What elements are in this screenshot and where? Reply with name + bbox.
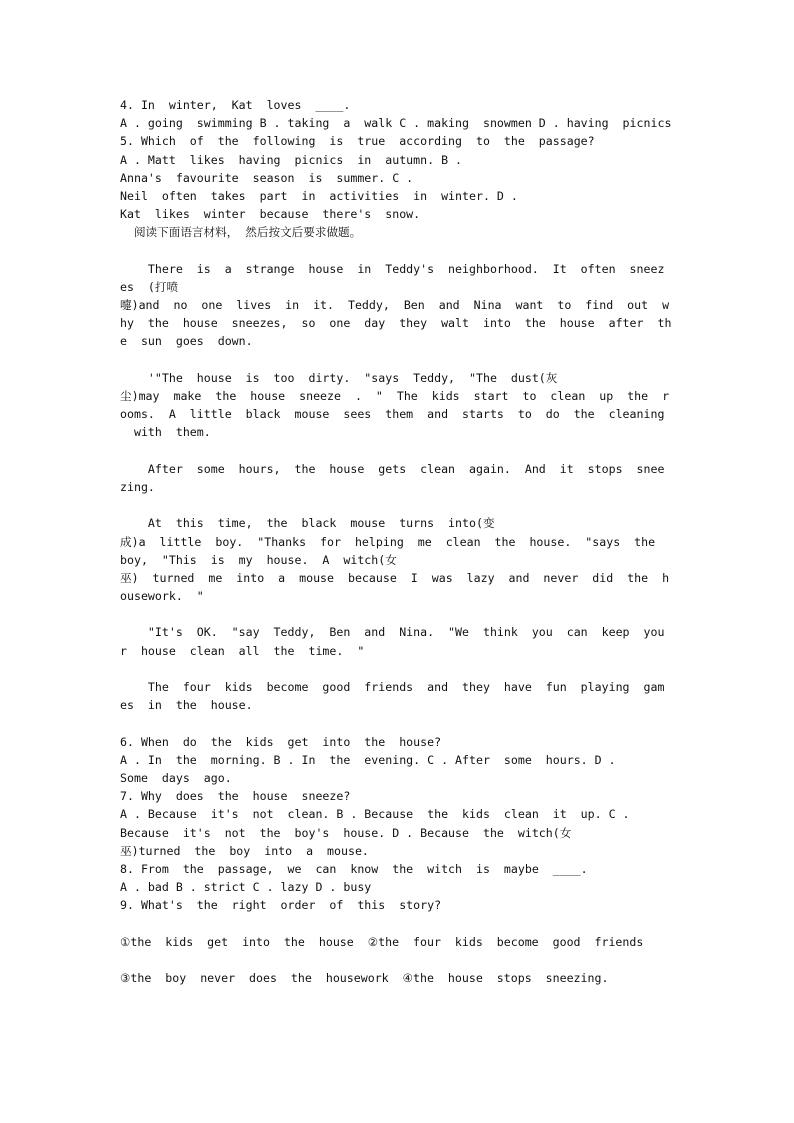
blank-line: [120, 914, 680, 932]
question-9: 9. What's the right order of this story?: [120, 898, 442, 913]
question-4: 4. In winter, Kat loves ____.: [120, 98, 351, 112]
question-6-options-cont: Some days ago.: [120, 770, 232, 785]
question-6: 6. When do the kids get into the house?: [120, 734, 442, 749]
passage-line: boy, "This is my house. A witch(女: [120, 552, 397, 567]
passage-line: es in the house.: [120, 698, 253, 713]
passage-line: At this time, the black mouse turns into(变: [120, 516, 495, 531]
passage-line: 嚏)and no one lives in it. Teddy, Ben and Nina want to find out w: [120, 298, 670, 313]
question-7-options-cont: Because it's not the boy's house. D . Because the witch(女: [120, 825, 572, 840]
passage-line: After some hours, the house gets clean again. And it stops snee: [120, 461, 665, 476]
blank-line: [120, 442, 680, 460]
blank-line: [120, 496, 680, 514]
question-5: 5. Which of the following is true according to the passage?: [120, 134, 595, 149]
document-page: [120, 96, 680, 987]
question-9-items: ③the boy never does the housework ④the house stops sneezing.: [120, 971, 609, 985]
passage-line: hy the house sneezes, so one day they walt into the house after th: [120, 316, 672, 331]
passage-line: zing.: [120, 479, 155, 494]
question-7-options: A . Because it's not clean. B . Because the kids clean it up. C .: [120, 807, 630, 822]
blank-line: [120, 351, 680, 369]
section-instruction: 阅读下面语言材料， 然后按文后要求做题。: [120, 225, 362, 240]
passage-line: 尘)may make the house sneeze . " The kids start to clean up the r: [120, 389, 670, 403]
blank-line: [120, 714, 680, 732]
blank-line: [120, 660, 680, 678]
passage-line: '"The house is too dirty. "says Teddy, "The dust(灰: [120, 370, 558, 385]
question-6-options: A . In the morning. B . In the evening. C . After some hours. D .: [120, 752, 616, 767]
passage-line: 成)a little boy. "Thanks for helping me clean the house. "says the: [120, 534, 656, 549]
question-5-option-c: Neil often takes part in activities in winter. D .: [120, 188, 518, 203]
passage-line: with them.: [120, 425, 211, 440]
passage-line: r house clean all the time. ": [120, 643, 365, 658]
passage-line: There is a strange house in Teddy's neighborhood. It often sneez: [120, 261, 665, 276]
question-5-option-a: A . Matt likes having picnics in autumn. B .: [120, 152, 463, 167]
question-4-options: A . going swimming B . taking a walk C . making snowmen D . having picnics: [120, 116, 672, 131]
passage-line: ooms. A little black mouse sees them and starts to do the cleaning: [120, 407, 665, 422]
question-7-options-cont: 巫)turned the boy into a mouse.: [120, 843, 369, 858]
question-8-options: A . bad B . strict C . lazy D . busy: [120, 880, 372, 895]
blank-line: [120, 951, 680, 969]
question-8: 8. From the passage, we can know the witch is maybe ____.: [120, 861, 588, 876]
question-5-option-d: Kat likes winter because there's snow.: [120, 207, 421, 222]
passage-line: e sun goes down.: [120, 334, 253, 349]
blank-line: [120, 605, 680, 623]
passage-line: The four kids become good friends and they have fun playing gam: [120, 680, 665, 694]
passage-line: es (打喷: [120, 279, 179, 294]
blank-line: [120, 242, 680, 260]
question-5-option-b: Anna's favourite season is summer. C .: [120, 170, 414, 185]
question-9-items: ①the kids get into the house ②the four kids become good friends: [120, 934, 644, 949]
passage-line: "It's OK. "say Teddy, Ben and Nina. "We think you can keep you: [120, 625, 665, 640]
passage-line: ousework. ": [120, 589, 204, 604]
question-7: 7. Why does the house sneeze?: [120, 789, 351, 804]
passage-line: 巫) turned me into a mouse because I was lazy and never did the h: [120, 570, 670, 585]
